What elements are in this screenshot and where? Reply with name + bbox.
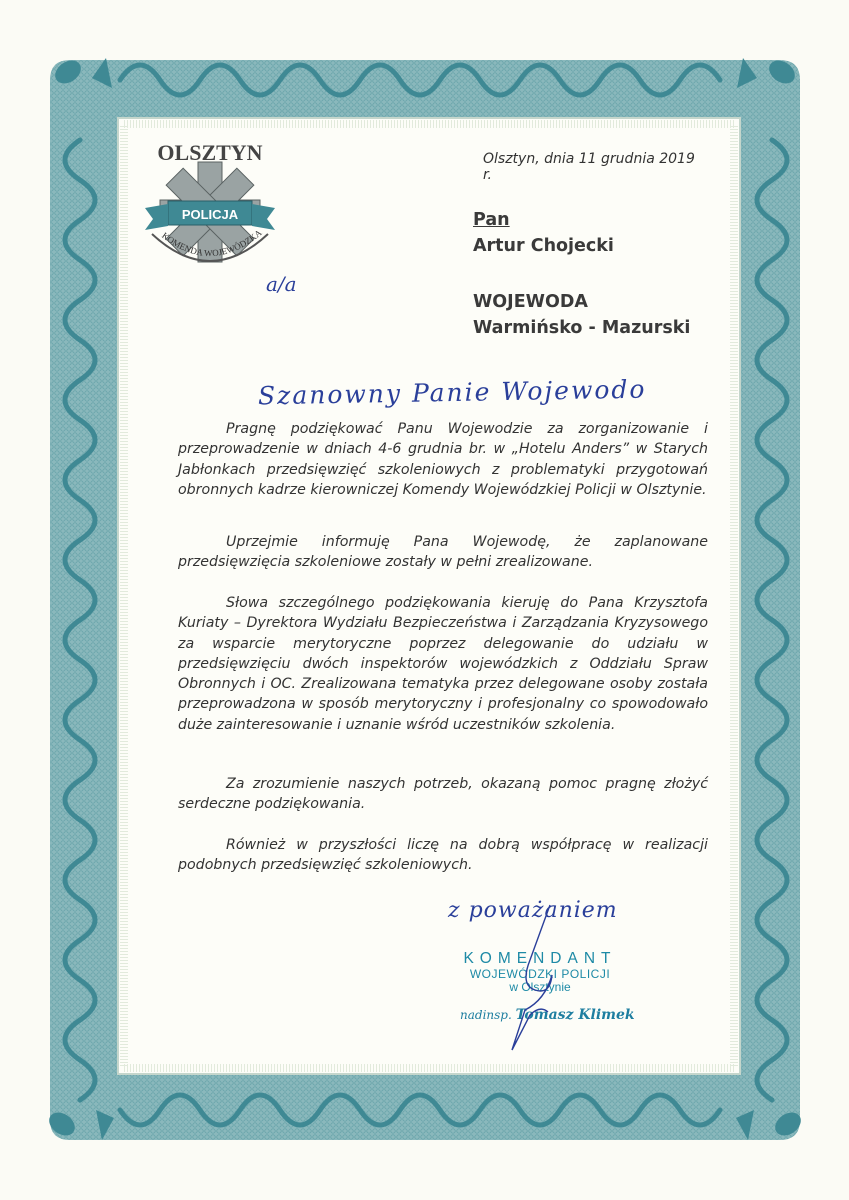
paragraph-text: Również w przyszłości liczę na dobrą współpracę w realizacji podobnych przedsięwzięć szkoleniowych. <box>178 837 708 874</box>
handwritten-closing: z poważaniem <box>448 898 618 923</box>
paragraph-text: Za zrozumienie naszych potrzeb, okazaną pomoc pragnę złożyć serdeczne podziękowania. <box>178 776 708 813</box>
body-paragraph <box>178 774 708 815</box>
paragraph-text: Uprzejmie informuję Pana Wojewodę, że zaplanowane przedsięwzięcia szkoleniowe zostały w pełni zrealizowane. <box>178 534 708 571</box>
recipient-region: Warmińsko - Mazurski <box>473 318 691 338</box>
handwritten-mark: a/a <box>266 272 297 296</box>
paragraph-text: Słowa szczególnego podziękowania kieruję do Pana Krzysztofa Kuriaty – Dyrektora Wydziału Bezpieczeństwa i Zarządzania Kryzysowego za wsparcie merytoryczne poprzez delegowanie do udziału w przedsięwzięciu dwóch inspektorów wojewódzkich z Oddziału Spraw Obronnych i OC. Zrealizowana tematyka przez delegowane osoby została przeprowadzona w sposób merytoryczny i profesjonalny co spowodowało duże zainteresowanie i uznanie wśród uczestników szkolenia. <box>178 595 708 733</box>
stamp-line-3: w Olsztynie <box>509 980 571 994</box>
paragraph-text: Pragnę podziękować Panu Wojewodzie za zorganizowanie i przeprowadzenie w dniach 4-6 grudnia br. w „Hotelu Anders” w Starych Jabłonkach przedsięwzięć szkoleniowych z problematyki przygotowań obronnych kadrze kierowniczej Komendy Wojewódzkiej Policji w Olsztynie. <box>178 421 708 498</box>
logo-city-text: OLSZTYN <box>157 140 263 165</box>
police-logo <box>140 138 280 268</box>
body-paragraph <box>178 835 708 876</box>
recipient-salutation-line: Pan <box>473 210 510 230</box>
signer-name: Tomasz Klimek <box>515 1007 635 1023</box>
body-paragraph <box>178 419 708 500</box>
stamp-title: KOMENDANT <box>463 950 617 967</box>
recipient-role: WOJEWODA <box>473 292 588 312</box>
recipient-name: Artur Chojecki <box>473 236 614 256</box>
handwritten-signature <box>490 900 580 1060</box>
body-paragraph <box>178 593 708 735</box>
handwritten-salutation: Szanowny Panie Wojewodo <box>257 374 647 411</box>
letter-date: Olsztyn, dnia 11 grudnia 2019 r. <box>483 151 695 183</box>
stamp-line-2: WOJEWÓDZKI POLICJI <box>469 967 611 981</box>
logo-ribbon-text: POLICJA <box>181 207 239 222</box>
signer-rank: nadinsp. <box>460 1008 512 1022</box>
body-paragraph <box>178 532 708 573</box>
logo-arc-text: KOMENDA WOJEWÓDZKA <box>160 227 264 259</box>
